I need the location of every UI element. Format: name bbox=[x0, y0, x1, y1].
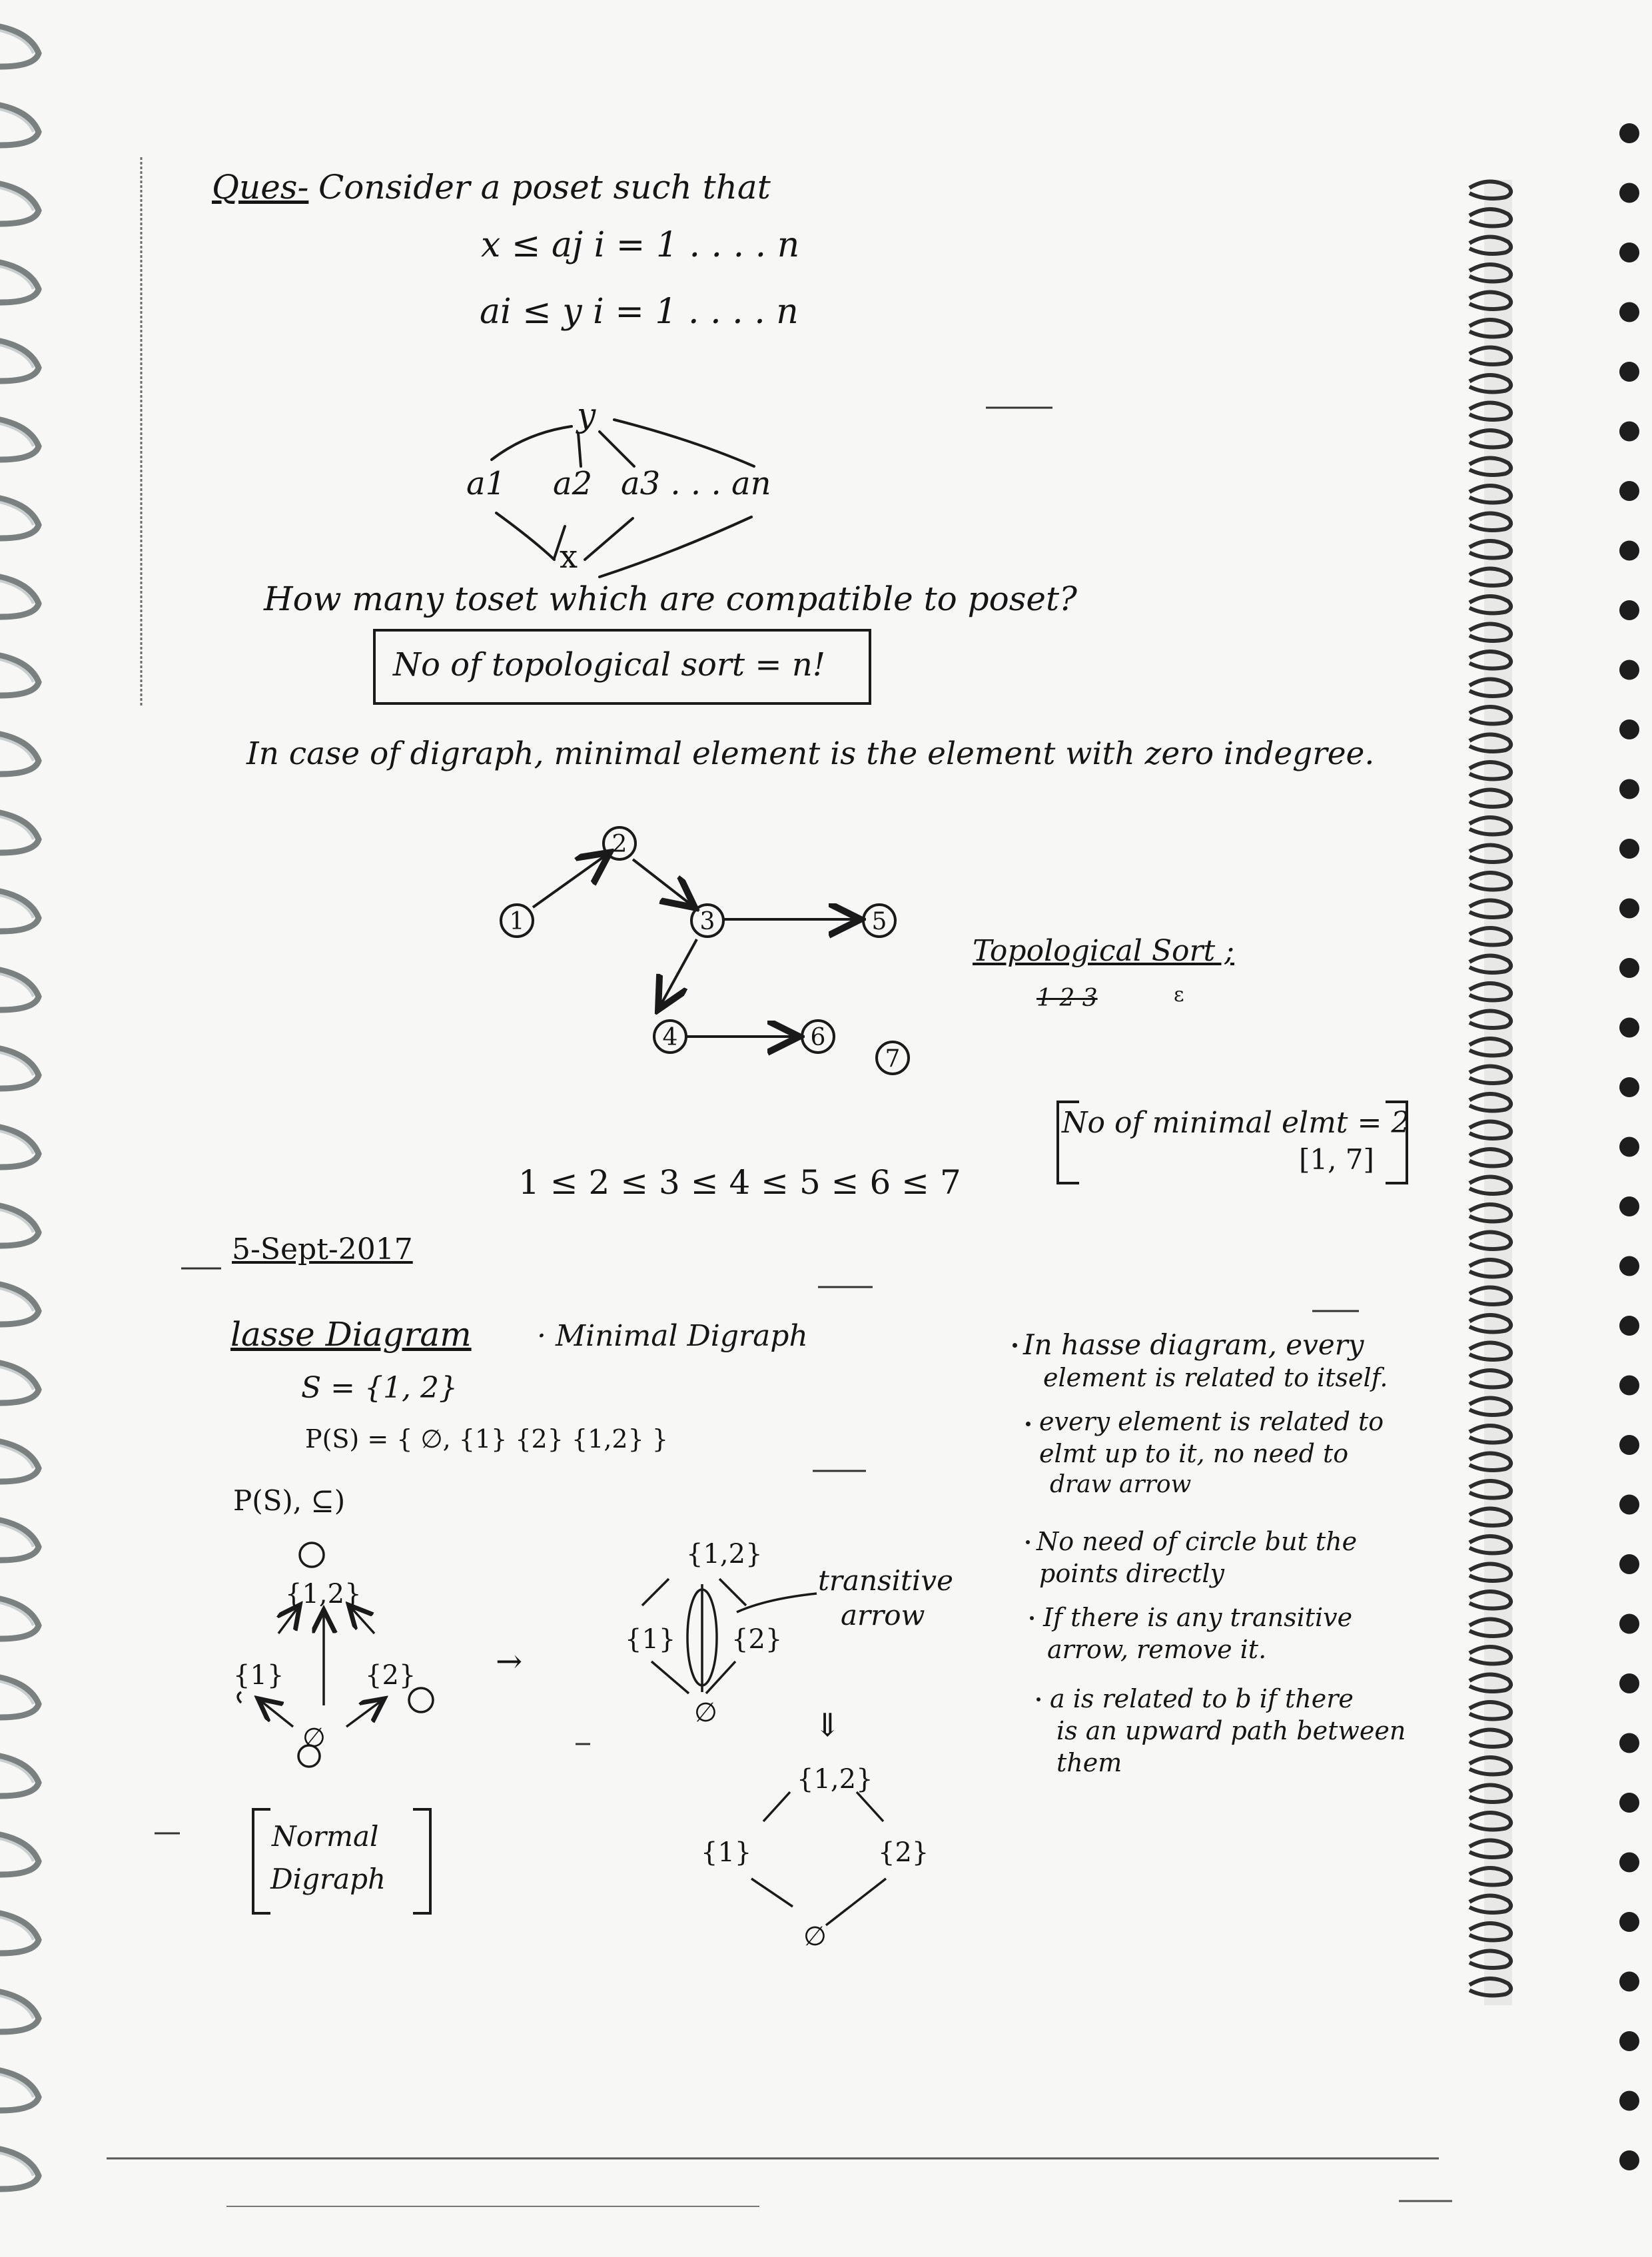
poset-node-y: y bbox=[577, 396, 596, 434]
final-node-1: {1} bbox=[701, 1837, 752, 1868]
note-2-line-2: elmt up to it, no need to bbox=[1039, 1439, 1349, 1468]
note-3-line-2: points directly bbox=[1039, 1559, 1224, 1588]
note-5-line-2: is an upward path between bbox=[1056, 1716, 1406, 1745]
topological-sort-struck: 1 2 3 bbox=[1036, 985, 1098, 1012]
topological-sort-label: Topological Sort ; bbox=[973, 934, 1234, 968]
minimal-count-text: No of minimal elmt = 2 bbox=[1062, 1106, 1410, 1140]
hasse-notes bbox=[1010, 1328, 1489, 1808]
transitive-label-2: arrow bbox=[841, 1599, 925, 1631]
question-intro: Consider a poset such that bbox=[318, 168, 771, 207]
power-set-definition: P(S) = { ∅, {1} {2} {1,2} } bbox=[305, 1424, 669, 1454]
mid-node-1: {1} bbox=[625, 1624, 676, 1655]
poset-node-a2: a2 bbox=[553, 465, 593, 502]
poset-node-a1: a1 bbox=[466, 465, 506, 502]
normal-node-1: {1} bbox=[233, 1660, 284, 1691]
set-definition: S = {1, 2} bbox=[301, 1371, 458, 1405]
note-4-line-1: If there is any transitive bbox=[1043, 1603, 1353, 1632]
final-edge-1-12 bbox=[763, 1792, 790, 1821]
minimal-digraph-note: · Minimal Digraph bbox=[537, 1319, 808, 1353]
note-2-line-1: every element is related to bbox=[1039, 1407, 1384, 1436]
final-node-empty: ∅ bbox=[803, 1921, 827, 1952]
transform-arrow: → bbox=[496, 1643, 523, 1680]
final-edge-empty-1 bbox=[751, 1879, 793, 1907]
note-1-line-2: element is related to itself. bbox=[1043, 1363, 1388, 1392]
transitive-label: transitive bbox=[818, 1564, 953, 1597]
total-order-line: 1 ≤ 2 ≤ 3 ≤ 4 ≤ 5 ≤ 6 ≤ 7 bbox=[518, 1163, 961, 1202]
note-4-line-2: arrow, remove it. bbox=[1047, 1635, 1267, 1664]
how-many-question: How many toset which are compatible to poset? bbox=[264, 580, 1077, 618]
normal-node-2: {2} bbox=[365, 1660, 416, 1691]
note-5-line-3: them bbox=[1056, 1748, 1122, 1777]
final-node-12: {1,2} bbox=[797, 1764, 873, 1795]
note-1-line-1: In hasse diagram, every bbox=[1023, 1328, 1364, 1361]
normal-node-12: {1,2} bbox=[285, 1579, 362, 1609]
date-heading: 5-Sept-2017 bbox=[232, 1232, 413, 1266]
hasse-title: lasse Diagram bbox=[230, 1315, 472, 1354]
normal-node-empty: ∅ bbox=[302, 1723, 326, 1753]
normal-digraph-label-1: Normal bbox=[272, 1820, 379, 1853]
question-condition-2: ai ≤ y i = 1 . . . . n bbox=[480, 292, 799, 332]
bullet-minimal-element: In case of digraph, minimal element is the element with zero indegree. bbox=[246, 735, 1375, 772]
poset-node-a3: a3 . . . bbox=[621, 465, 721, 502]
node-3: 3 bbox=[699, 908, 715, 935]
normal-digraph-label-2: Digraph bbox=[270, 1863, 386, 1895]
mid-node-2: {2} bbox=[731, 1624, 783, 1655]
final-edge-empty-2 bbox=[826, 1879, 886, 1925]
mid-node-empty: ∅ bbox=[694, 1697, 717, 1728]
note-3-line-1: No need of circle but the bbox=[1036, 1527, 1358, 1556]
poset-relation: P(S), ⊆) bbox=[233, 1484, 346, 1517]
down-arrow: ⇓ bbox=[814, 1707, 841, 1744]
question-condition-1: x ≤ aj i = 1 . . . . n bbox=[481, 225, 800, 265]
note-5-line-1: a is related to b if there bbox=[1050, 1684, 1354, 1713]
final-node-2: {2} bbox=[878, 1837, 929, 1868]
final-edge-2-12 bbox=[857, 1792, 883, 1821]
node-4: 4 bbox=[662, 1024, 678, 1051]
node-2: 2 bbox=[612, 831, 627, 858]
answer-box-text: No of topological sort = n! bbox=[393, 646, 826, 683]
mid-node-12: {1,2} bbox=[686, 1539, 763, 1570]
poset-node-an: an bbox=[731, 465, 771, 502]
node-7: 7 bbox=[885, 1045, 901, 1073]
poset-node-x: x bbox=[560, 538, 578, 576]
minimal-elements-list: [1, 7] bbox=[1299, 1143, 1374, 1176]
node-1: 1 bbox=[509, 908, 525, 935]
topological-sort-struck-tail: ε bbox=[1174, 983, 1184, 1007]
question-label: Ques- bbox=[212, 168, 309, 207]
note-2-line-3: draw arrow bbox=[1050, 1471, 1192, 1498]
node-5: 5 bbox=[871, 908, 887, 935]
node-6: 6 bbox=[810, 1024, 826, 1051]
